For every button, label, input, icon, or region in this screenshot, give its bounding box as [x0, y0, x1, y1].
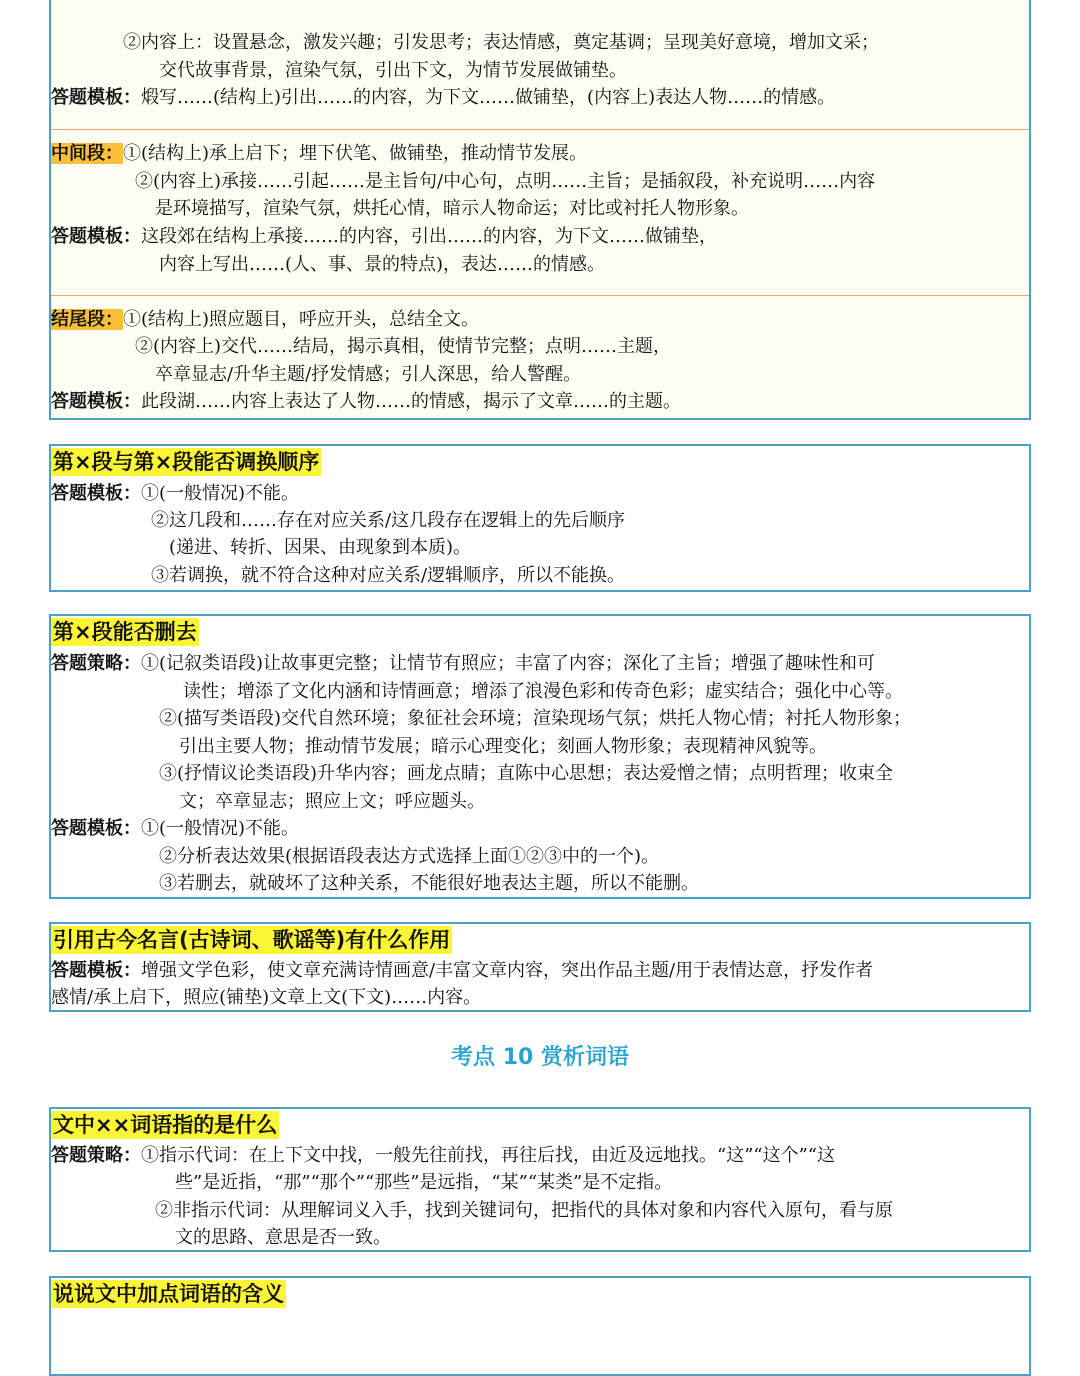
swap-template-line-3: (递进、转折、因果、由现象到本质)。 — [169, 537, 472, 558]
answer-template-label: 答题模板： — [51, 483, 141, 504]
dotted-words-heading: 说说文中加点词语的含义 — [53, 1282, 284, 1306]
word-reference-heading: 文中××词语指的是什么 — [53, 1113, 278, 1137]
quotation-template-text: 增强文学色彩，使文章充满诗情画意/丰富文章内容，突出作品主题/用于表情达意，抒发作者 — [141, 960, 874, 981]
answer-template-label: 答题模板： — [51, 391, 141, 412]
answer-template-label: 答题模板： — [51, 226, 141, 247]
intro-template-text: 煅写……(结构上)引出……的内容，为下文……做铺垫，(内容上)表达人物……的情感。 — [141, 87, 836, 108]
middle-para-structure: ①(结构上)承上启下；埋下伏笔、做铺垫，推动情节发展。 — [123, 143, 588, 164]
end-para-line-1 — [51, 307, 479, 333]
answer-template-label: 答题模板： — [51, 960, 141, 981]
delete-strategy-line-4: 引出主要人物；推动情节发展；暗示心理变化；刻画人物形象；表现精神风貌等。 — [179, 736, 827, 757]
swap-template-line-2: ②这几段和……存在对应关系/这几段存在逻辑上的先后顺序 — [151, 510, 626, 531]
answer-template-label: 答题模板： — [51, 87, 141, 108]
middle-para-line-2: ②(内容上)承接……引起……是主旨句/中心句，点明……主旨；是插叙段，补充说明……内容 — [135, 171, 876, 192]
intro-content-line-2: 交代故事背景，渲染气氛，引出下文，为情节发展做铺垫。 — [159, 60, 627, 81]
swap-template-text: ①(一般情况)不能。 — [141, 483, 300, 504]
middle-template-line-1 — [51, 224, 717, 250]
answer-strategy-label: 答题策略： — [51, 1145, 141, 1166]
paragraph-function-box — [49, 0, 1031, 420]
swap-template-line-1 — [51, 481, 299, 507]
divider — [51, 295, 1029, 296]
delete-strategy-line-5: ③(抒情议论类语段)升华内容；画龙点睛；直陈中心思想；表达爱憎之情；点明哲理；收束全 — [159, 763, 894, 784]
delete-template-line-3: ③若删去，就破坏了这种关系，不能很好地表达主题，所以不能删。 — [159, 873, 699, 894]
middle-template-text: 这段郊在结构上承接……的内容，引出……的内容，为下文……做铺垫， — [141, 226, 717, 247]
word-strategy-line-4: 文的思路、意思是否一致。 — [175, 1227, 391, 1248]
quotation-effect-heading: 引用古今名言(古诗词、歌谣等)有什么作用 — [53, 928, 451, 952]
delete-strategy-text: ①(记叙类语段)让故事更完整；让情节有照应；丰富了内容；深化了主旨；增强了趣味性和可 — [141, 653, 876, 674]
end-para-label: 结尾段： — [51, 309, 123, 330]
middle-template-line-2: 内容上写出……(人、事、景的特点)，表达……的情感。 — [159, 254, 606, 275]
dotted-words-box — [49, 1276, 1031, 1376]
end-para-structure: ①(结构上)照应题目，呼应开头，总结全文。 — [123, 309, 480, 330]
section-title: 考点 10 赏析词语 — [451, 1045, 629, 1070]
quotation-template-line-1 — [51, 958, 873, 984]
quotation-template-line-2: 感情/承上启下，照应(铺垫)文章上文(下文)……内容。 — [51, 987, 482, 1008]
swap-order-box — [49, 444, 1031, 592]
word-strategy-line-2: 些”是近指，“那”“那个”“那些”是远指，“某”“某类”是不定指。 — [175, 1172, 673, 1193]
swap-order-heading: 第×段与第×段能否调换顺序 — [53, 450, 320, 474]
intro-content-line-1: ②内容上：设置悬念，激发兴趣；引发思考；表达情感，奠定基调；呈现美好意境，增加文采； — [123, 32, 879, 53]
intro-template-line — [51, 85, 835, 111]
word-strategy-text: ①指示代词：在上下文中找，一般先往前找，再往后找，由近及远地找。“这”“这个”“这 — [141, 1145, 836, 1166]
answer-template-label: 答题模板： — [51, 818, 141, 839]
word-strategy-line-1 — [51, 1143, 835, 1169]
quotation-effect-box — [49, 922, 1031, 1012]
delete-strategy-line-2: 读性；增添了文化内涵和诗情画意；增添了浪漫色彩和传奇色彩；虚实结合；强化中心等。 — [183, 681, 903, 702]
end-para-line-3: 卒章显志/升华主题/抒发情感；引人深思，给人警醒。 — [155, 364, 582, 385]
delete-strategy-line-3: ②(描写类语段)交代自然环境；象征社会环境；渲染现场气氛；烘托人物心情；衬托人物形象； — [159, 708, 912, 729]
answer-strategy-label: 答题策略： — [51, 653, 141, 674]
delete-strategy-line-6: 文；卒章显志；照应上文；呼应题头。 — [179, 791, 485, 812]
delete-template-line-1 — [51, 816, 299, 842]
delete-template-text: ①(一般情况)不能。 — [141, 818, 300, 839]
divider — [51, 129, 1029, 130]
swap-template-line-4: ③若调换，就不符合这种对应关系/逻辑顺序，所以不能换。 — [151, 565, 626, 586]
delete-strategy-line-1 — [51, 651, 875, 677]
middle-para-label: 中间段： — [51, 143, 123, 164]
delete-template-line-2: ②分析表达效果(根据语段表达方式选择上面①②③中的一个)。 — [159, 846, 660, 867]
middle-para-line-1 — [51, 141, 587, 167]
end-para-line-2: ②(内容上)交代……结局，揭示真相，使情节完整；点明……主题， — [135, 336, 672, 357]
middle-para-line-3: 是环境描写，渲染气氛，烘托心情，暗示人物命运；对比或衬托人物形象。 — [155, 198, 749, 219]
word-reference-box — [49, 1107, 1031, 1252]
delete-paragraph-box — [49, 614, 1031, 899]
delete-paragraph-heading: 第×段能否删去 — [53, 620, 197, 644]
end-template-text: 此段湖……内容上表达了人物……的情感，揭示了文章……的主题。 — [141, 391, 681, 412]
word-strategy-line-3: ②非指示代词：从理解词义入手，找到关键词句，把指代的具体对象和内容代入原句，看与原 — [155, 1200, 893, 1221]
end-template-line — [51, 389, 681, 415]
